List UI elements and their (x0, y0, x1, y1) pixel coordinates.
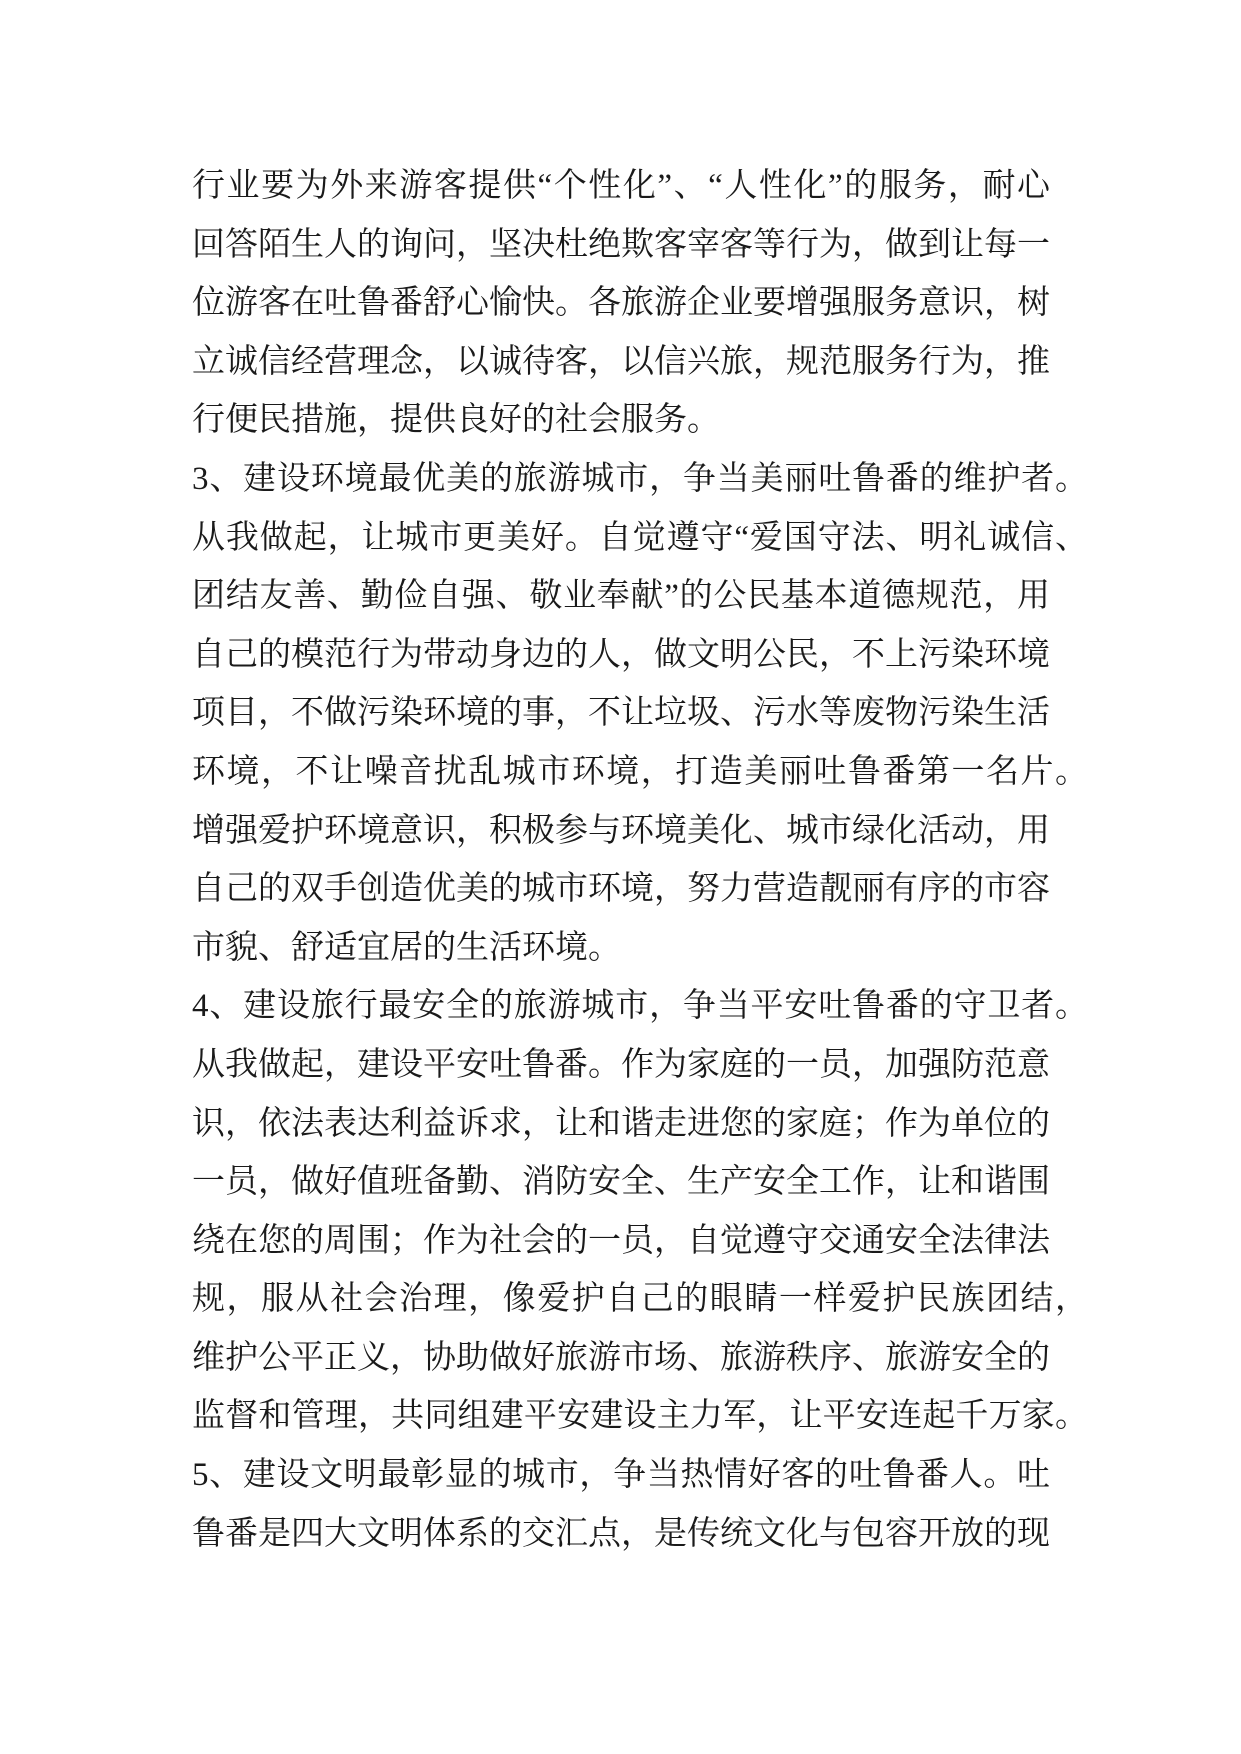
text-line: 监督和管理，共同组建平安建设主力军，让平安连起千万家。 (192, 1398, 1088, 1435)
text-line: 自己的双手创造优美的城市环境，努力营造靓丽有序的市容 (192, 871, 1050, 908)
text-line: 增强爱护环境意识，积极参与环境美化、城市绿化活动，用 (192, 812, 1050, 849)
text-line: 鲁番是四大文明体系的交汇点，是传统文化与包容开放的现 (192, 1515, 1050, 1552)
text-line: 从我做起，让城市更美好。自觉遵守“爱国守法、明礼诚信、 (192, 519, 1088, 556)
text-line: 位游客在吐鲁番舒心愉快。各旅游企业要增强服务意识，树 (192, 285, 1050, 322)
text-line: 识，依法表达利益诉求，让和谐走进您的家庭；作为单位的 (192, 1105, 1050, 1142)
text-line: 立诚信经营理念，以诚待客，以信兴旅，规范服务行为，推 (192, 343, 1050, 380)
text-line: 行业要为外来游客提供“个性化”、“人性化”的服务，耐心 (192, 168, 1050, 204)
text-line: 规，服从社会治理，像爱护自己的眼睛一样爱护民族团结， (192, 1281, 1088, 1318)
text-line: 回答陌生人的询问，坚决杜绝欺客宰客等行为，做到让每一 (192, 226, 1050, 263)
section-heading-line: 5、建设文明最彰显的城市，争当热情好客的吐鲁番人。吐 (192, 1457, 1050, 1494)
text-line: 自己的模范行为带动身边的人，做文明公民，不上污染环境 (192, 636, 1050, 673)
text-line: 项目，不做污染环境的事，不让垃圾、污水等废物污染生活 (192, 695, 1050, 732)
text-line: 一员，做好值班备勤、消防安全、生产安全工作，让和谐围 (192, 1164, 1050, 1201)
section-heading-line: 4、建设旅行最安全的旅游城市，争当平安吐鲁番的守卫者。 (192, 988, 1088, 1025)
text-line: 市貌、舒适宜居的生活环境。 (192, 929, 621, 966)
body-text (192, 157, 1092, 1563)
section-heading-line: 3、建设环境最优美的旅游城市，争当美丽吐鲁番的维护者。 (192, 460, 1088, 497)
text-line: 团结友善、勤俭自强、敬业奉献”的公民基本道德规范，用 (192, 578, 1050, 615)
text-line: 绕在您的周围；作为社会的一员，自觉遵守交通安全法律法 (192, 1222, 1050, 1259)
text-line: 从我做起，建设平安吐鲁番。作为家庭的一员，加强防范意 (192, 1046, 1050, 1083)
text-line: 维护公平正义，协助做好旅游市场、旅游秩序、旅游安全的 (192, 1339, 1050, 1376)
text-line: 环境，不让噪音扰乱城市环境，打造美丽吐鲁番第一名片。 (192, 753, 1088, 790)
text-line: 行便民措施，提供良好的社会服务。 (192, 402, 720, 439)
